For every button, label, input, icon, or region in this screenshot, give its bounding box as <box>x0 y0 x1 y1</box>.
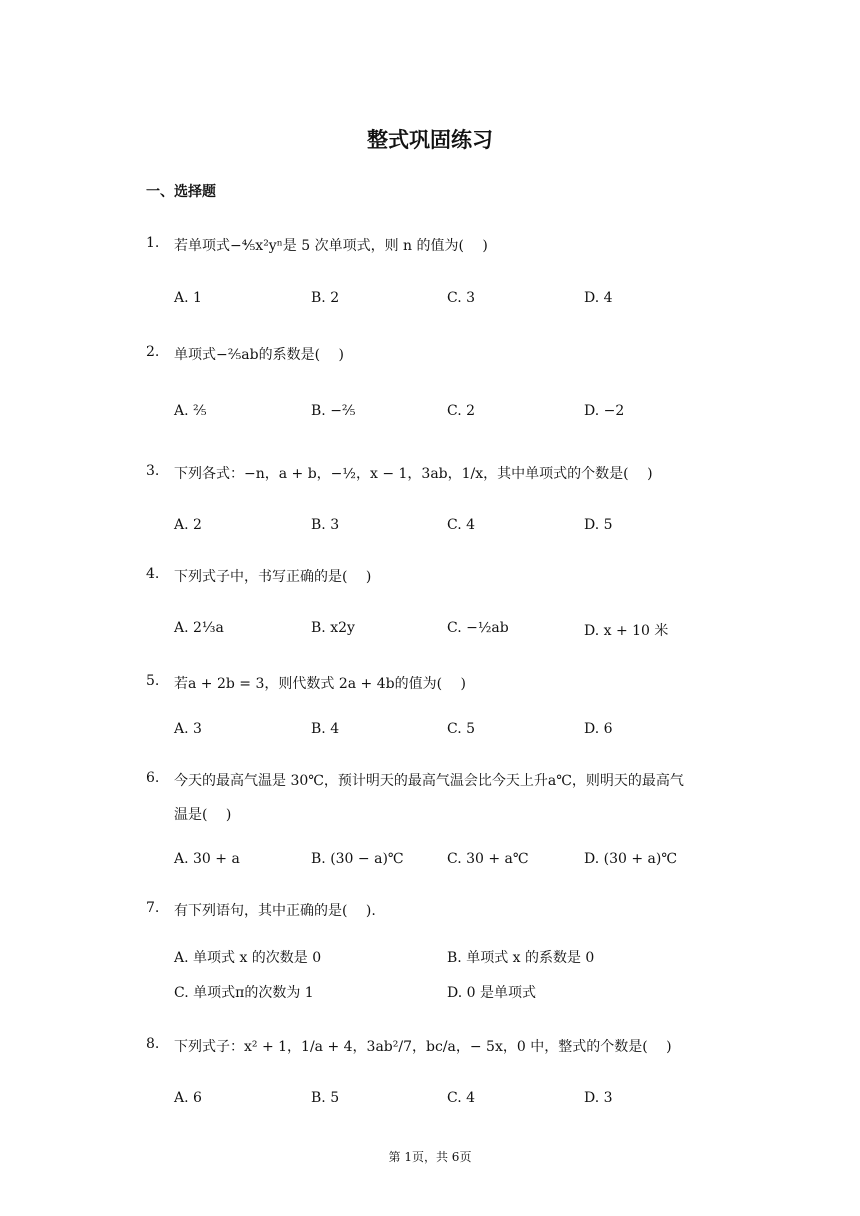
question-3-option-c: C. 4 <box>447 517 476 533</box>
question-5-text: 若a + 2b = 3，则代数式 2a + 4b的值为( ) <box>174 676 466 692</box>
question-8-option-a: A. 6 <box>174 1090 202 1106</box>
question-1-option-d: D. 4 <box>584 290 613 306</box>
question-8-option-d: D. 3 <box>584 1090 613 1106</box>
question-2-option-a: A. ⅖ <box>174 403 207 419</box>
question-5-option-c: C. 5 <box>447 721 476 737</box>
question-6-option-c: C. 30 + a℃ <box>447 851 529 867</box>
page-title: 整式巩固练习 <box>367 128 493 152</box>
question-4-option-d: D. x + 10 米 <box>584 623 669 639</box>
question-2-option-b: B. −⅖ <box>311 403 356 419</box>
question-6-option-d: D. (30 + a)℃ <box>584 851 678 867</box>
question-2-text: 单项式−⅖ab的系数是( ) <box>174 347 344 363</box>
question-4-text: 下列式子中，书写正确的是( ) <box>174 569 372 585</box>
question-4-option-a: A. 2⅓a <box>174 620 224 636</box>
question-2-option-c: C. 2 <box>447 403 476 419</box>
question-6-number: 6. <box>146 770 160 786</box>
question-5-number: 5. <box>146 673 160 689</box>
question-5-option-b: B. 4 <box>311 721 340 737</box>
question-3-option-b: B. 3 <box>311 517 340 533</box>
question-1-option-c: C. 3 <box>447 290 476 306</box>
question-7-option-d: D. 0 是单项式 <box>447 985 536 1001</box>
section-heading: 一、选择题 <box>146 184 216 200</box>
question-6-text-line-1: 今天的最高气温是 30℃，预计明天的最高气温会比今天上升a℃，则明天的最高气 <box>174 773 684 789</box>
question-6-option-b: B. (30 − a)℃ <box>311 851 404 867</box>
question-6-option-a: A. 30 + a <box>174 851 240 867</box>
question-7-number: 7. <box>146 900 160 916</box>
question-3-number: 3. <box>146 463 160 479</box>
question-8-text: 下列式子：x² + 1，1/a + 4，3ab²/7，bc/a，− 5x，0 中，整式的个数是( ) <box>174 1039 672 1055</box>
question-7-option-c: C. 单项式π的次数为 1 <box>174 985 314 1001</box>
question-8-option-c: C. 4 <box>447 1090 476 1106</box>
question-5-option-a: A. 3 <box>174 721 202 737</box>
question-4-number: 4. <box>146 566 160 582</box>
question-3-option-a: A. 2 <box>174 517 202 533</box>
page-footer: 第 1页，共 6页 <box>388 1150 472 1164</box>
question-3-option-d: D. 5 <box>584 517 613 533</box>
question-7-text: 有下列语句，其中正确的是( ). <box>174 903 376 919</box>
question-1-number: 1. <box>146 235 160 251</box>
question-1-option-b: B. 2 <box>311 290 340 306</box>
question-8-number: 8. <box>146 1036 160 1052</box>
question-3-text: 下列各式：−n，a + b，−½，x − 1，3ab，1/x，其中单项式的个数是( ) <box>174 466 653 482</box>
question-4-option-b: B. x2y <box>311 620 355 636</box>
question-5-option-d: D. 6 <box>584 721 613 737</box>
question-2-option-d: D. −2 <box>584 403 625 419</box>
question-4-option-c: C. −½ab <box>447 620 509 636</box>
question-8-option-b: B. 5 <box>311 1090 340 1106</box>
question-7-option-a: A. 单项式 x 的次数是 0 <box>174 950 322 966</box>
question-6-text-line-2: 温是( ) <box>174 807 232 823</box>
question-2-number: 2. <box>146 344 160 360</box>
question-7-option-b: B. 单项式 x 的系数是 0 <box>447 950 595 966</box>
question-1-text: 若单项式−⅘x²yⁿ是 5 次单项式，则 n 的值为( ) <box>174 238 488 254</box>
question-1-option-a: A. 1 <box>174 290 202 306</box>
